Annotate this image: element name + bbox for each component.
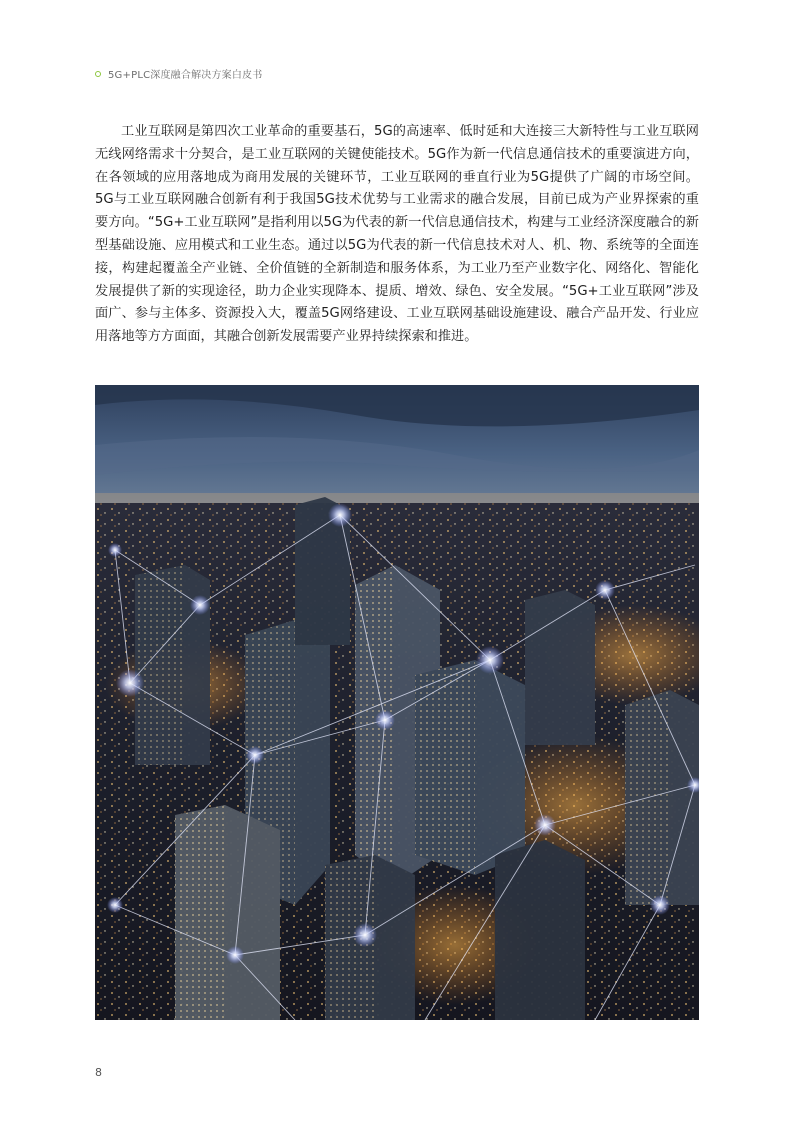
body-paragraph: 工业互联网是第四次工业革命的重要基石，5G的高速率、低时延和大连接三大新特性与工业互联网无线网络需求十分契合，是工业互联网的关键使能技术。5G作为新一代信息通信技术的重要演进方向，在各领域的应用落地成为商用发展的关键环节，工业互联网的垂直行业为5G提供了广阔的市场空间。5G与工业互联网融合创新有利于我国5G技术优势与工业需求的融合发展，目前已成为产业界探索的重要方向。“5G+工业互联网”是指利用以5G为代表的新一代信息通信技术，构建与工业经济深度融合的新型基础设施、应用模式和工业生态。通过以5G为代表的新一代信息技术对人、机、物、系统等的全面连接，构建起覆盖全产业链、全价值链的全新制造和服务体系，为工业乃至产业数字化、网络化、智能化发展提供了新的实现途径，助力企业实现降本、提质、增效、绿色、安全发展。“5G+工业互联网”涉及面广、参与主体多、资源投入大，覆盖5G网络建设、工业互联网基础设施建设、融合产品开发、行业应用落地等方方面面，其融合创新发展需要产业界持续探索和推进。 (95, 124, 699, 345)
header-circle-icon (95, 71, 101, 77)
city-network-photo (95, 385, 699, 1020)
running-header (95, 66, 262, 81)
page-number: 8 (95, 1066, 102, 1079)
document-title: 5G+PLC深度融合解决方案白皮书 (108, 70, 263, 81)
